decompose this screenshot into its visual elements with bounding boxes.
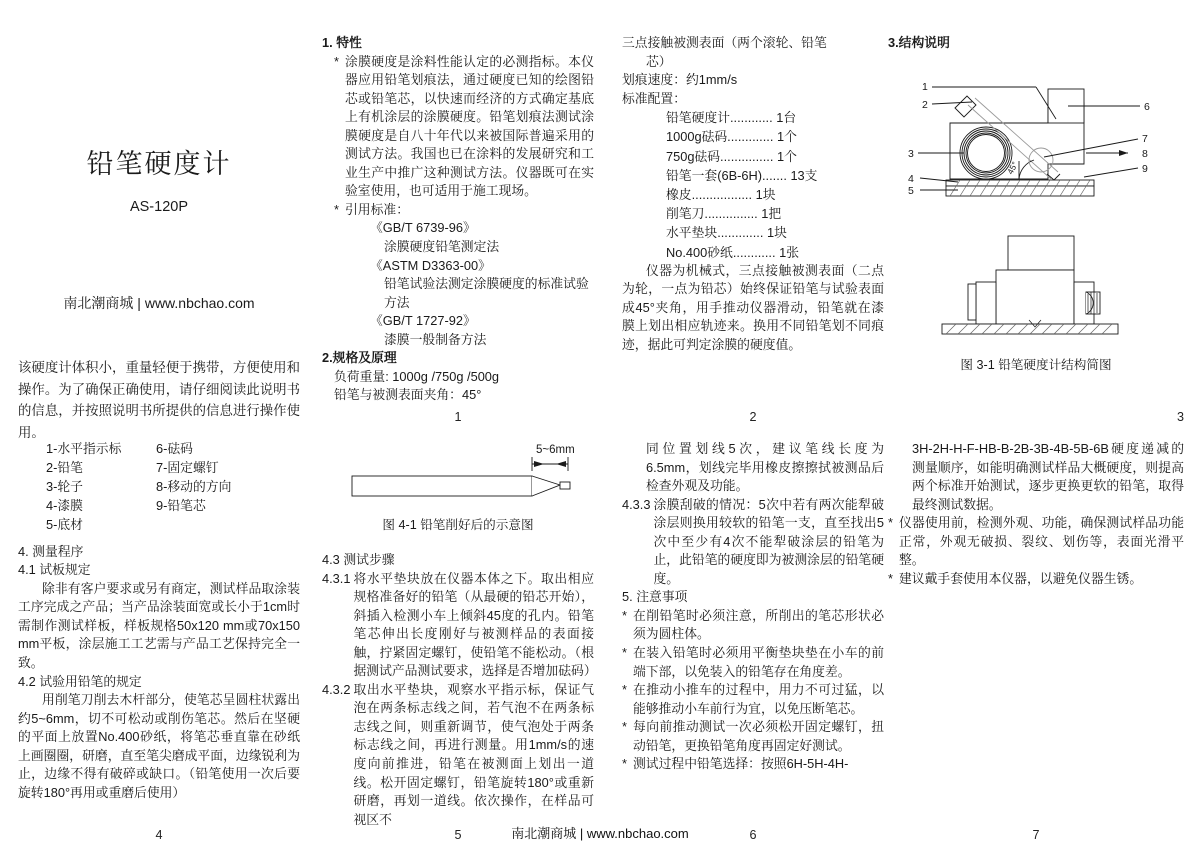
bullet-star-icon: * [888,570,893,586]
step-4-3-3 [622,496,884,589]
footer-brand: 南北潮商城 | www.nbchao.com [511,826,689,841]
part-item: 9-铅笔芯 [156,497,206,513]
page6-panel [622,440,884,840]
page4-panel [18,440,300,840]
structure-diagram-side-view [888,61,1184,226]
page-number: 5 [454,828,462,842]
contact-line-2: 芯） [646,53,672,69]
config-item-qty: 1块 [755,186,776,202]
step-4-3-2 [322,681,594,829]
feature-2-text: 引用标准： [345,201,409,217]
callout-9: 9 [1142,162,1148,175]
speed-spec: 划痕速度：约1mm/s [622,72,738,88]
page-number: 4 [155,828,163,842]
note-text: 每向前推动测试一次必须松开固定螺钉，扭动铅笔，更换铅笔角度再固定好测试。 [633,719,884,753]
structure-diagram-front-view [888,228,1184,346]
config-item-name: No.400砂纸............ [666,244,776,260]
config-item-name: 1000g砝码............. [666,129,774,145]
section-4-2-text: 用削笔刀削去木杆部分，使笔芯呈圆柱状露出约5~6mm，切不可松动或削伤笔芯。然后在坚硬的平面上放置No.400砂纸，将笔芯垂直靠在砂纸上画圈圈，研磨，直至笔尖磨成平面，边缘锐利为止，边缘不得有破碎或缺口。（铅笔使用一次后要旋转180°再用或重磨后使用） [18,692,300,800]
page-number: 3 [1176,410,1184,424]
config-item-qty: 1张 [779,244,800,260]
section-4-2-title: 4.2 试验用铅笔的规定 [18,673,142,689]
step-text: 将水平垫块放在仪器本体之下。取出相应规格准备好的铅笔（从最硬的铅芯开始），斜插入检测小车上倾斜45度的孔内。铅笔笔芯伸出长度刚好与被测样品的表面接触，拧紧固定螺钉，使铅笔不能松动。（根据测试产品测试要求，选择是否增加砝码） [353,570,597,679]
page-number: 7 [1032,828,1040,842]
step-4-3-1 [322,570,597,681]
note-text: 在削铅笔时必须注意，所削出的笔芯形状必须为圆柱体。 [633,607,884,642]
section-1-title: 1. 特性 [322,35,362,50]
cover-panel [18,34,300,441]
section-4-title: 4. 测量程序 [18,543,84,559]
part-item: 7-固定螺钉 [156,459,219,475]
cover-description: 该硬度计体积小，重量轻便于携带，方便使用和操作。为了确保正确使用，请仔细阅读此说明书的信息，并按照说明书所提供的信息进行操作使用。 [18,360,300,441]
note-item [888,514,1184,570]
note-text: 仪器使用前，检测外观、功能，确保测试样品功能正常，外观无破损、裂纹、划伤等，表面光滑平整。 [899,515,1184,568]
config-item-qty: 1把 [761,206,782,222]
note-text: 在推动小推车的过程中，用力不可过猛，以能够推动小车前行为宜，以免压断笔芯。 [633,682,884,716]
part-item: 1-水平指示标 [46,441,122,456]
config-item-qty: 1个 [776,129,797,145]
bullet-star-icon: * [622,756,627,772]
pencil-dimension-label: 5~6mm [536,444,575,456]
note-text: 建议戴手套使用本仪器，以避免仪器生锈。 [899,570,1143,586]
section-3-title: 3.结构说明 [888,35,950,50]
config-item-qty: 13支 [790,167,818,183]
angle-label: 45° [1004,159,1020,176]
section-5-title: 5. 注意事项 [622,589,688,605]
config-item-name: 铅笔一套(6B-6H)....... [666,167,787,183]
contact-line-1: 三点接触被测表面（两个滚轮、铅笔 [622,35,827,50]
spec-load: 负荷重量: 1000g /750g /500g [334,368,500,384]
figure-3-1-caption: 图 3-1 铅笔硬度计结构简图 [960,357,1112,372]
page5-panel [322,440,597,842]
step-4-3-2-continued: 同位置划线5次，建议笔线长度为6.5mm，划线完毕用橡皮擦擦拭被测品后检查外观及功能。 [646,441,884,494]
bullet-star-icon: * [622,682,627,698]
standard-code: 《GB/T 1727-92》 [370,313,476,329]
parts-legend-left [46,440,156,535]
note-item [622,607,884,644]
part-item: 8-移动的方向 [156,478,232,494]
page7-panel [888,440,1184,840]
config-title: 标准配置： [622,90,686,106]
standard-name: 漆膜一般制备方法 [384,331,487,347]
bullet-star-icon: * [622,607,627,623]
callout-4: 4 [908,172,914,185]
note-text: 测试过程中铅笔选择：按照6H-5H-4H- [633,756,849,772]
standard-code: 《ASTM D3363-00》 [370,257,491,273]
note-item [622,755,884,774]
config-item-name: 削笔刀............... [666,206,758,222]
config-item-name: 水平垫块............. [666,225,764,241]
step-text: 涂膜刮破的情况：5次中若有两次能犁破涂层则换用较软的铅笔一支，直至找出5次中至少有4次不能犁破涂层的铅笔为止，此铅笔的硬度即为被测涂层的铅笔硬度。 [653,496,884,586]
parts-legend [18,440,300,535]
page-number: 1 [454,410,462,424]
section-4-3-title: 4.3 测试步骤 [322,552,395,567]
parts-legend-right [156,440,266,535]
principle-text: 仪器为机械式，三点接触被测表面（二点为轮，一点为铅芯）始终保证铅笔与试验表面成45°夹角，用手推动仪器滑动，铅笔就在漆膜上划出相应轨迹来。换用不同铅笔划不同痕迹，据此可判定涂膜的硬度值。 [622,262,884,352]
standard-name: 涂膜硬度铅笔测定法 [384,239,500,255]
callout-1: 1 [922,80,928,93]
model-number: AS-120P [129,199,189,215]
page2-panel [622,34,884,422]
step-label: 4.3.2 [322,681,351,697]
callout-2: 2 [922,98,928,111]
page-number: 6 [749,828,757,842]
config-item-name: 铅笔硬度计............ [666,110,773,126]
bullet-star-icon: * [334,201,339,217]
bullet-star-icon: * [622,719,627,735]
config-item-name: 橡皮................. [666,186,753,202]
step-text: 取出水平垫块，观察水平指示标，保证气泡在两条标志线之间，若气泡不在两条标志线之间，则重新调节，使气泡处于两条标志线之间，再进行测量。用1mm/s的速度向前推进，铅笔在被测面上划出一道线。松开固定螺钉，铅笔旋转180°或重新研磨，再划一道线。依次操作，在样品可视区不 [353,681,594,827]
step-label: 4.3.3 [622,496,651,512]
section-4-1-text: 除非有客户要求或另有商定，测试样品取涂装工序完成之产品；当产品涂装面宽或长小于1cm时需制作测试样板，样板规格50x120 mm或70x150 mm平板，涂层施工工艺需与产品工艺保持完全一致。 [18,580,300,670]
page-title: 铅笔硬度计 [86,149,232,179]
note-item [622,718,884,755]
part-item: 3-轮子 [46,478,83,494]
callout-8: 8 [1142,147,1148,160]
part-item: 4-漆膜 [46,497,83,513]
figure-4-1-caption: 图 4-1 铅笔削好后的示意图 [382,518,534,532]
callout-3: 3 [908,147,914,160]
standard-name: 铅笔试验法测定涂膜硬度的标准试验方法 [384,276,589,310]
feature-item-2 [322,201,594,220]
brand-line: 南北潮商城 | www.nbchao.com [63,295,255,311]
config-item-qty: 1台 [776,110,797,126]
note-item [622,681,884,718]
callout-5: 5 [908,184,914,197]
page-number: 2 [749,410,757,424]
note-item [622,644,884,681]
bullet-star-icon: * [334,53,339,69]
section-4-1-title: 4.1 试板规定 [18,562,91,578]
feature-item-1 [322,53,594,201]
note-text: 在装入铅笔时必须用平衡垫块垫在小车的前端下部，以免装入的铅笔存在角度差。 [633,645,884,679]
part-item: 5-底材 [46,516,83,532]
section-2-title: 2.规格及原理 [322,350,397,366]
config-item-qty: 1个 [776,148,797,164]
part-item: 6-砝码 [156,441,193,456]
config-item-name: 750g砝码............... [666,148,774,164]
pencil-order-continued: 3H-2H-H-F-HB-B-2B-3B-4B-5B-6B硬度递减的测量顺序，如能明确测试样品大概硬度，则提高两个标准开始测试，逐步更换更软的铅笔，取得最终测试数据。 [912,441,1184,512]
spec-angle: 铅笔与被测表面夹角：45° [334,387,482,403]
page3-panel [888,34,1184,422]
feature-1-text: 涂膜硬度是涂料性能认定的必测指标。本仪器应用铅笔划痕法，通过硬度已知的绘图铅芯或铅笔芯，以快速而经济的方式确定基底上有机涂层的涂膜硬度。铅笔划痕法测试涂膜硬度是自八十年代以来被国际普遍采用的测试方法。我国也已在涂料的发展研究和工业生产中推广这种测试方法。仪器既可在实验室使用，也可适用于施工现场。 [345,53,594,199]
callout-7: 7 [1142,132,1148,145]
config-item-qty: 1块 [766,225,787,241]
bullet-star-icon: * [888,515,893,531]
standard-code: 《GB/T 6739-96》 [370,220,476,236]
bullet-star-icon: * [622,645,627,661]
pencil-figure [322,440,594,506]
page1-panel [322,34,594,422]
step-label: 4.3.1 [322,570,351,586]
callout-6: 6 [1144,100,1150,113]
note-item [888,570,1184,589]
part-item: 2-铅笔 [46,459,83,475]
